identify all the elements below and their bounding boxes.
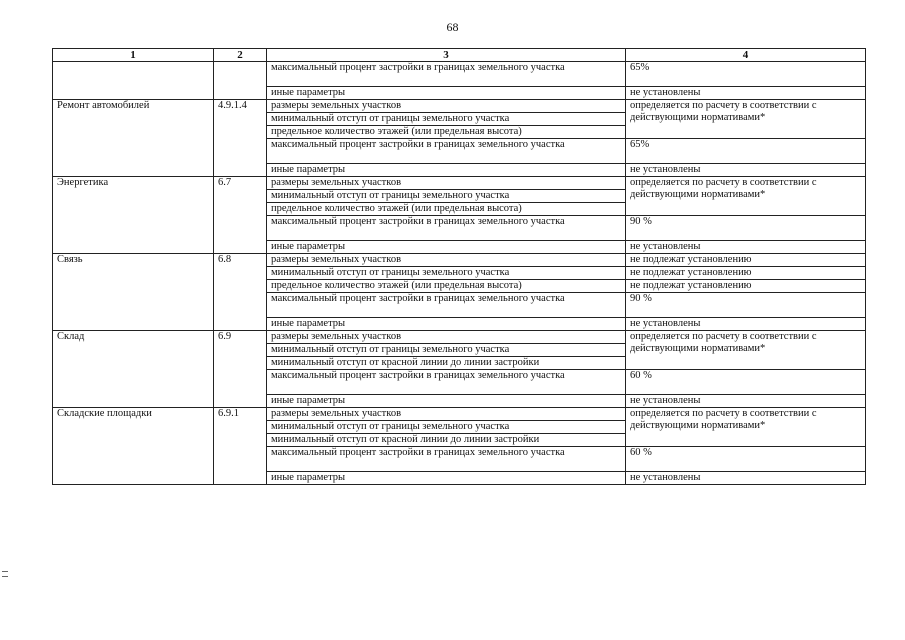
param-cell: размеры земельных участков <box>267 254 626 267</box>
param-cell: максимальный процент застройки в границах земельного участка <box>267 370 626 395</box>
param-cell: минимальный отступ от границы земельного участка <box>267 344 626 357</box>
value-cell: не подлежат установлению <box>626 280 866 293</box>
param-cell: размеры земельных участков <box>267 177 626 190</box>
param-cell: максимальный процент застройки в границах земельного участка <box>267 139 626 164</box>
value-cell: 90 % <box>626 293 866 318</box>
table-header-row <box>53 49 866 62</box>
use-code-cell: 4.9.1.4 <box>214 100 267 177</box>
use-code-cell <box>214 62 267 100</box>
value-cell: не установлены <box>626 164 866 177</box>
use-code-cell: 6.8 <box>214 254 267 331</box>
value-cell: не подлежат установлению <box>626 254 866 267</box>
value-cell: не установлены <box>626 395 866 408</box>
param-cell: размеры земельных участков <box>267 100 626 113</box>
value-cell: определяется по расчету в соответствии с действующими нормативами* <box>626 331 866 370</box>
use-name-cell: Склад <box>53 331 214 408</box>
use-name-cell <box>53 62 214 100</box>
value-cell: определяется по расчету в соответствии с действующими нормативами* <box>626 177 866 216</box>
value-cell: 65% <box>626 139 866 164</box>
table-row <box>53 408 866 421</box>
param-cell: минимальный отступ от красной линии до линии застройки <box>267 357 626 370</box>
param-cell: предельное количество этажей (или предельная высота) <box>267 126 626 139</box>
value-cell: не установлены <box>626 87 866 100</box>
table-row <box>53 254 866 267</box>
param-cell: максимальный процент застройки в границах земельного участка <box>267 447 626 472</box>
header-col-1: 1 <box>53 49 214 62</box>
param-cell: максимальный процент застройки в границах земельного участка <box>267 293 626 318</box>
use-name-cell: Энергетика <box>53 177 214 254</box>
table-row <box>53 331 866 344</box>
param-cell: иные параметры <box>267 87 626 100</box>
param-cell: иные параметры <box>267 395 626 408</box>
param-cell: минимальный отступ от границы земельного участка <box>267 190 626 203</box>
param-cell: максимальный процент застройки в границах земельного участка <box>267 216 626 241</box>
param-cell: предельное количество этажей (или предельная высота) <box>267 280 626 293</box>
param-cell: иные параметры <box>267 164 626 177</box>
value-cell: не подлежат установлению <box>626 267 866 280</box>
table-row <box>53 177 866 190</box>
regulations-table <box>52 48 866 485</box>
value-cell: 60 % <box>626 447 866 472</box>
value-cell: 60 % <box>626 370 866 395</box>
table-row <box>53 100 866 113</box>
value-cell: не установлены <box>626 318 866 331</box>
value-cell: определяется по расчету в соответствии с действующими нормативами* <box>626 408 866 447</box>
scan-edge-mark <box>2 576 8 577</box>
param-cell: размеры земельных участков <box>267 331 626 344</box>
scan-edge-mark <box>2 571 8 572</box>
use-name-cell: Связь <box>53 254 214 331</box>
param-cell: иные параметры <box>267 318 626 331</box>
header-col-4: 4 <box>626 49 866 62</box>
value-cell: 65% <box>626 62 866 87</box>
param-cell: иные параметры <box>267 241 626 254</box>
value-cell: 90 % <box>626 216 866 241</box>
param-cell: минимальный отступ от границы земельного участка <box>267 421 626 434</box>
param-cell: минимальный отступ от красной линии до линии застройки <box>267 434 626 447</box>
value-cell: не установлены <box>626 241 866 254</box>
page-number: 68 <box>446 20 459 34</box>
use-name-cell: Ремонт автомобилей <box>53 100 214 177</box>
use-code-cell: 6.9.1 <box>214 408 267 485</box>
value-cell: определяется по расчету в соответствии с действующими нормативами* <box>626 100 866 139</box>
use-name-cell: Складские площадки <box>53 408 214 485</box>
param-cell: максимальный процент застройки в границах земельного участка <box>267 62 626 87</box>
table-row <box>53 62 866 87</box>
header-col-2: 2 <box>214 49 267 62</box>
param-cell: предельное количество этажей (или предельная высота) <box>267 203 626 216</box>
param-cell: иные параметры <box>267 472 626 485</box>
use-code-cell: 6.9 <box>214 331 267 408</box>
param-cell: минимальный отступ от границы земельного участка <box>267 113 626 126</box>
use-code-cell: 6.7 <box>214 177 267 254</box>
param-cell: размеры земельных участков <box>267 408 626 421</box>
param-cell: минимальный отступ от границы земельного участка <box>267 267 626 280</box>
header-col-3: 3 <box>267 49 626 62</box>
value-cell: не установлены <box>626 472 866 485</box>
